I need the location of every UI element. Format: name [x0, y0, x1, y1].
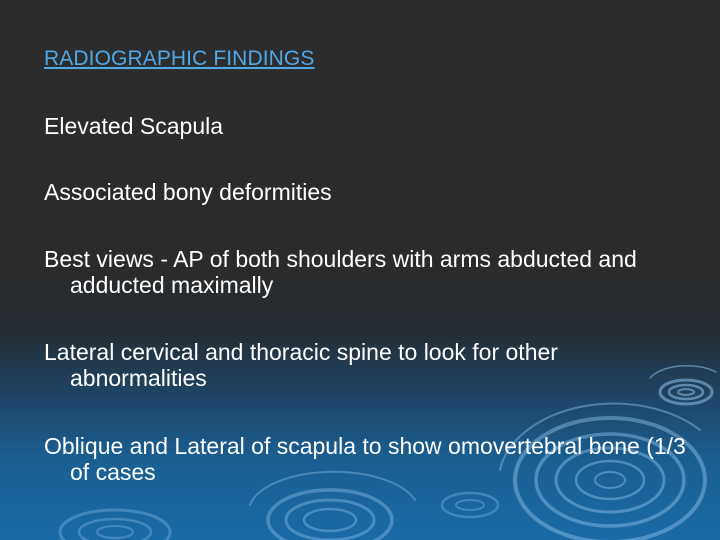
ripple-left-icon [60, 510, 170, 540]
bullet-item: Associated bony deformities [44, 179, 332, 205]
bullet-item: Oblique and Lateral of scapula to show omovertebral bone (1/3 of cases [44, 433, 686, 485]
bullet-list [44, 113, 694, 485]
bullet-item: Lateral cervical and thoracic spine to look for other abnormalities [44, 339, 558, 391]
bullet-item: Best views - AP of both shoulders with arms abducted and adducted maximally [44, 246, 637, 298]
ripple-small-icon [442, 493, 498, 517]
bullet-item: Elevated Scapula [44, 113, 224, 139]
slide-title: RADIOGRAPHIC FINDINGS [44, 47, 315, 70]
